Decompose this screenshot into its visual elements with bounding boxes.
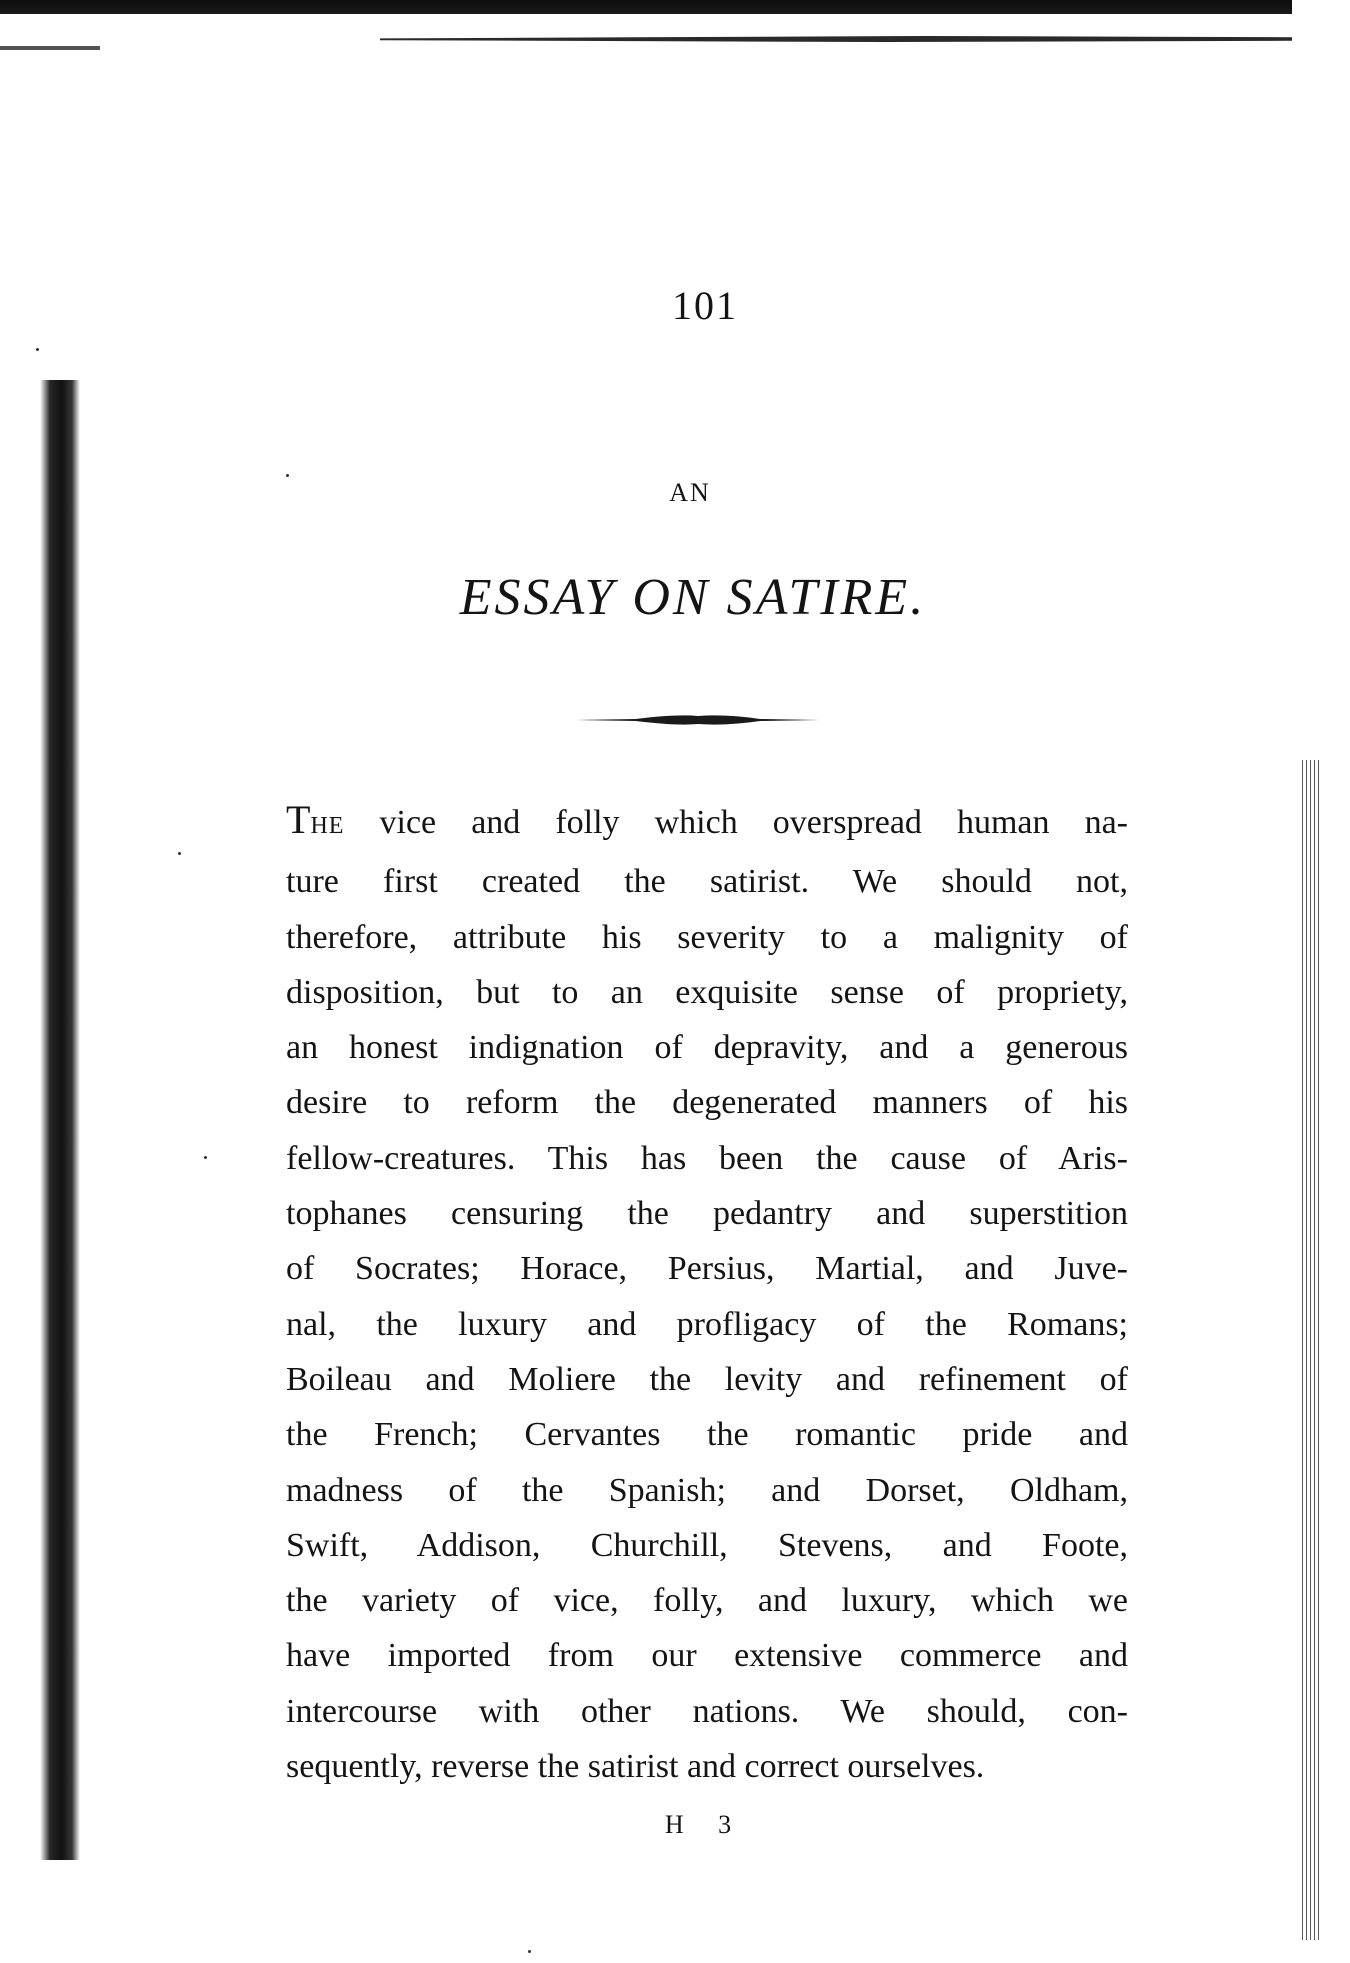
signature-mark: H 3 bbox=[664, 1810, 746, 1839]
text-line: the French; Cervantes the romantic pride and bbox=[286, 1416, 1128, 1454]
text-line: of Socrates; Horace, Persius, Martial, and Juve- bbox=[286, 1250, 1128, 1288]
initial-smallcaps: HE bbox=[310, 813, 345, 839]
text-line: desire to reform the degenerated manners of his bbox=[286, 1084, 1128, 1122]
text-line: fellow-creatures. This has been the cause of Aris- bbox=[286, 1139, 1128, 1177]
text-line: have imported from our extensive commerce and bbox=[286, 1637, 1128, 1675]
text-line-last: sequently, reverse the satirist and correct ourselves. bbox=[286, 1748, 985, 1786]
page-number: 101 bbox=[672, 283, 738, 328]
text-line: the variety of vice, folly, and luxury, which we bbox=[286, 1582, 1128, 1620]
top-left-rule bbox=[0, 46, 100, 50]
right-page-edge bbox=[1302, 760, 1322, 1940]
text-line: an honest indignation of depravity, and a generous bbox=[286, 1029, 1128, 1067]
drop-initial: T bbox=[286, 797, 311, 842]
text-line: disposition, but to an exquisite sense of propriety, bbox=[286, 973, 1128, 1011]
print-speck bbox=[36, 348, 39, 351]
print-speck bbox=[528, 1950, 531, 1953]
print-speck bbox=[286, 474, 289, 477]
text-line: madness of the Spanish; and Dorset, Oldham, bbox=[286, 1471, 1128, 1509]
text-line: nal, the luxury and profligacy of the Romans; bbox=[286, 1305, 1128, 1343]
text-line: ture first created the satirist. We should not, bbox=[286, 863, 1128, 901]
top-thin-rule bbox=[380, 36, 1292, 42]
essay-body bbox=[286, 792, 1128, 1794]
text-line: tophanes censuring the pedantry and superstition bbox=[286, 1195, 1128, 1233]
text-line: Swift, Addison, Churchill, Stevens, and Foote, bbox=[286, 1526, 1128, 1564]
title-prefix: AN bbox=[669, 478, 711, 507]
first-line-text: vice and folly which overspread human na- bbox=[344, 804, 1128, 841]
text-line: intercourse with other nations. We should, con- bbox=[286, 1692, 1128, 1730]
ornamental-rule bbox=[576, 714, 820, 726]
top-border-rule bbox=[0, 0, 1292, 14]
print-speck bbox=[178, 852, 181, 855]
print-speck bbox=[204, 1156, 207, 1159]
page-title: ESSAY ON SATIRE. bbox=[459, 569, 927, 626]
text-line: Boileau and Moliere the levity and refinement of bbox=[286, 1360, 1128, 1398]
text-line: therefore, attribute his severity to a malignity of bbox=[286, 918, 1128, 956]
text-line bbox=[286, 792, 1128, 854]
